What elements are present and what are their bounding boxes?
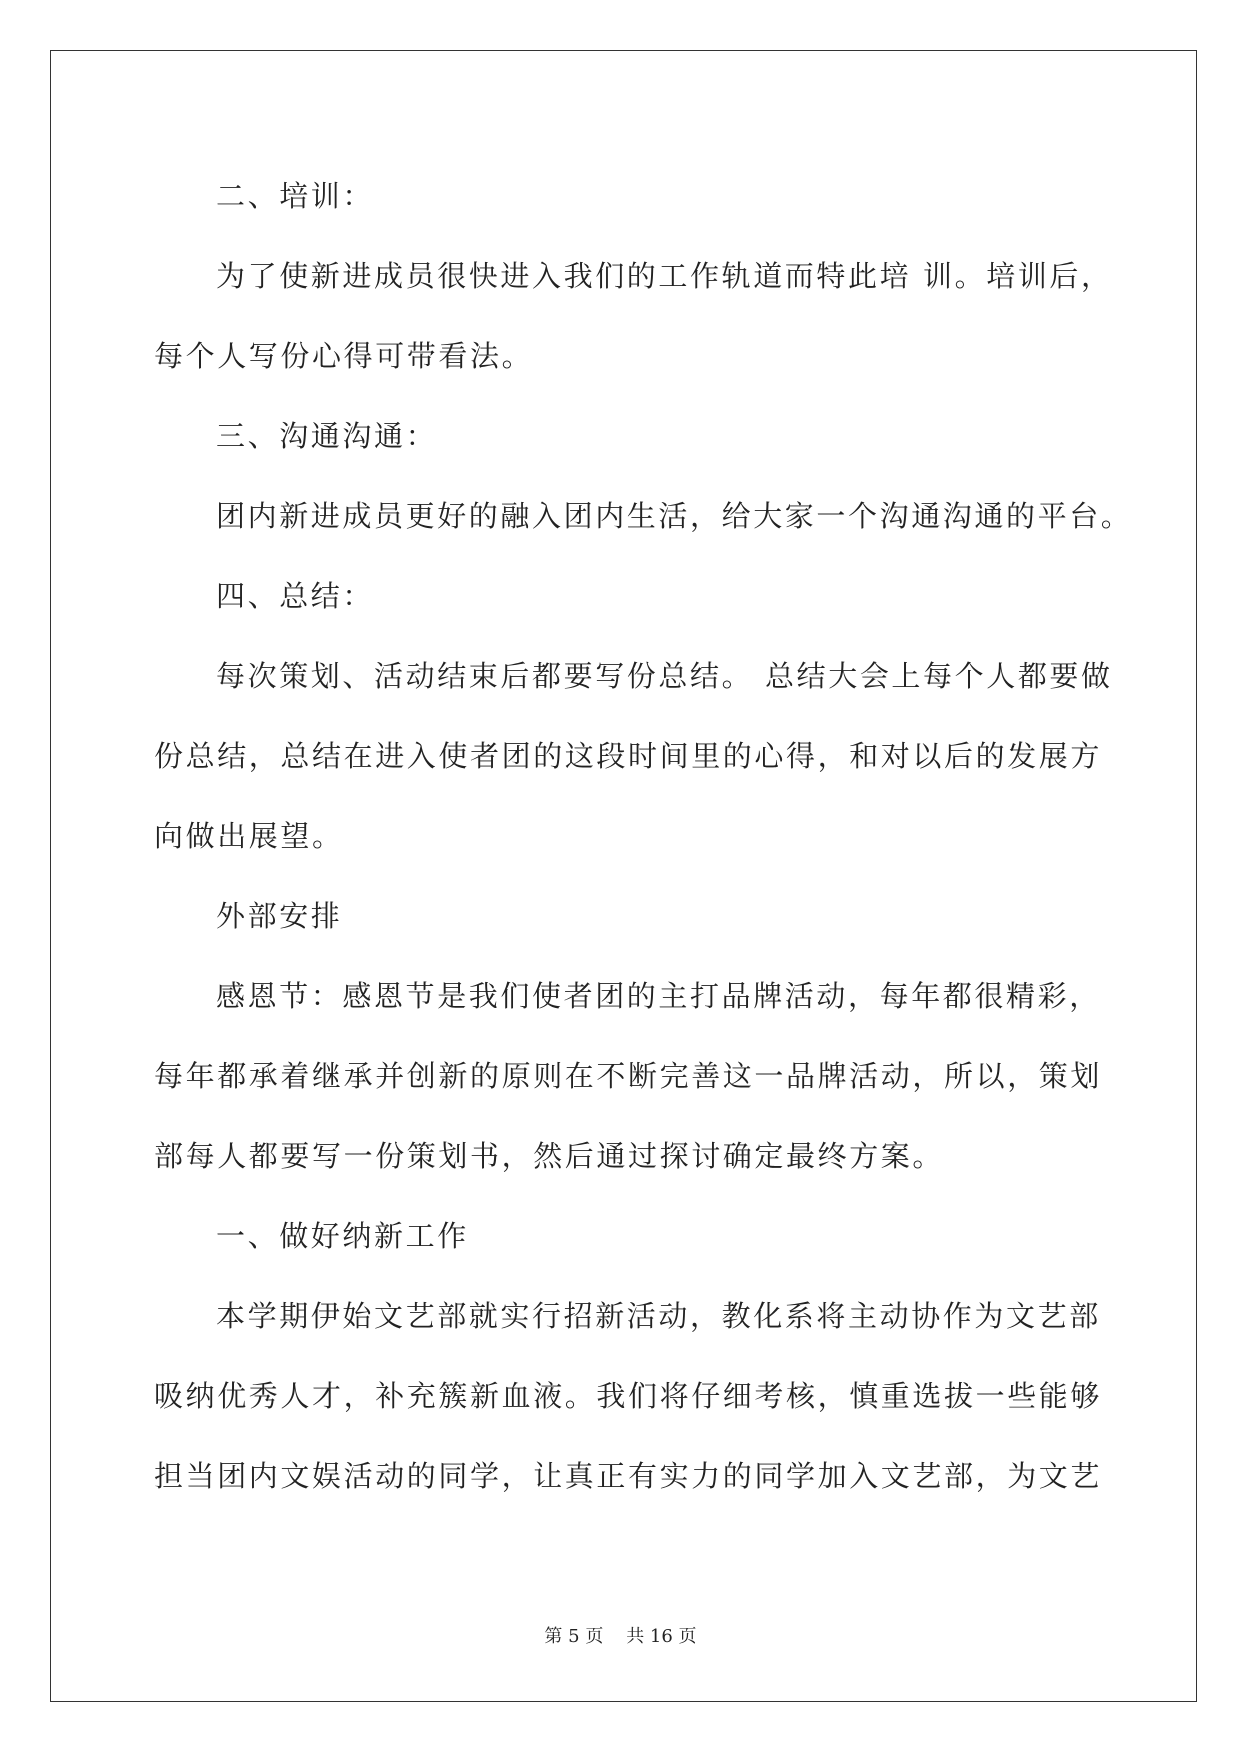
paragraph-line: 每年都承着继承并创新的原则在不断完善这一品牌活动，所以，策划	[154, 1059, 1103, 1093]
page-number-label: 第 5 页 共 16 页	[544, 1626, 697, 1647]
heading-communication: 三、沟通沟通：	[216, 419, 438, 453]
heading-recruitment: 一、做好纳新工作	[216, 1219, 469, 1253]
heading-external: 外部安排	[216, 899, 343, 933]
paragraph-line: 吸纳优秀人才，补充簇新血液。我们将仔细考核，慎重选拔一些能够	[154, 1379, 1103, 1413]
paragraph-line: 感恩节：感恩节是我们使者团的主打品牌活动，每年都很精彩，	[216, 979, 1101, 1013]
paragraph-line: 部每人都要写一份策划书，然后通过探讨确定最终方案。	[154, 1139, 945, 1173]
page-border	[50, 50, 1197, 1702]
heading-summary: 四、总结：	[216, 579, 375, 613]
paragraph-line: 团内新进成员更好的融入团内生活，给大家一个沟通沟通的平台。	[216, 499, 1133, 533]
paragraph-line: 本学期伊始文艺部就实行招新活动，教化系将主动协作为文艺部	[216, 1299, 1101, 1333]
heading-training: 二、培训：	[216, 179, 375, 213]
paragraph-line: 为了使新进成员很快进入我们的工作轨道而特此培 训。培训后，	[216, 259, 1113, 293]
paragraph-line: 每次策划、活动结束后都要写份总结。 总结大会上每个人都要做	[216, 659, 1113, 693]
page-footer	[0, 1626, 1241, 1648]
paragraph-line: 份总结，总结在进入使者团的这段时间里的心得，和对以后的发展方	[154, 739, 1103, 773]
paragraph-line: 担当团内文娱活动的同学，让真正有实力的同学加入文艺部，为文艺	[154, 1459, 1103, 1493]
paragraph-line: 向做出展望。	[154, 819, 344, 853]
paragraph-line: 每个人写份心得可带看法。	[154, 339, 534, 373]
